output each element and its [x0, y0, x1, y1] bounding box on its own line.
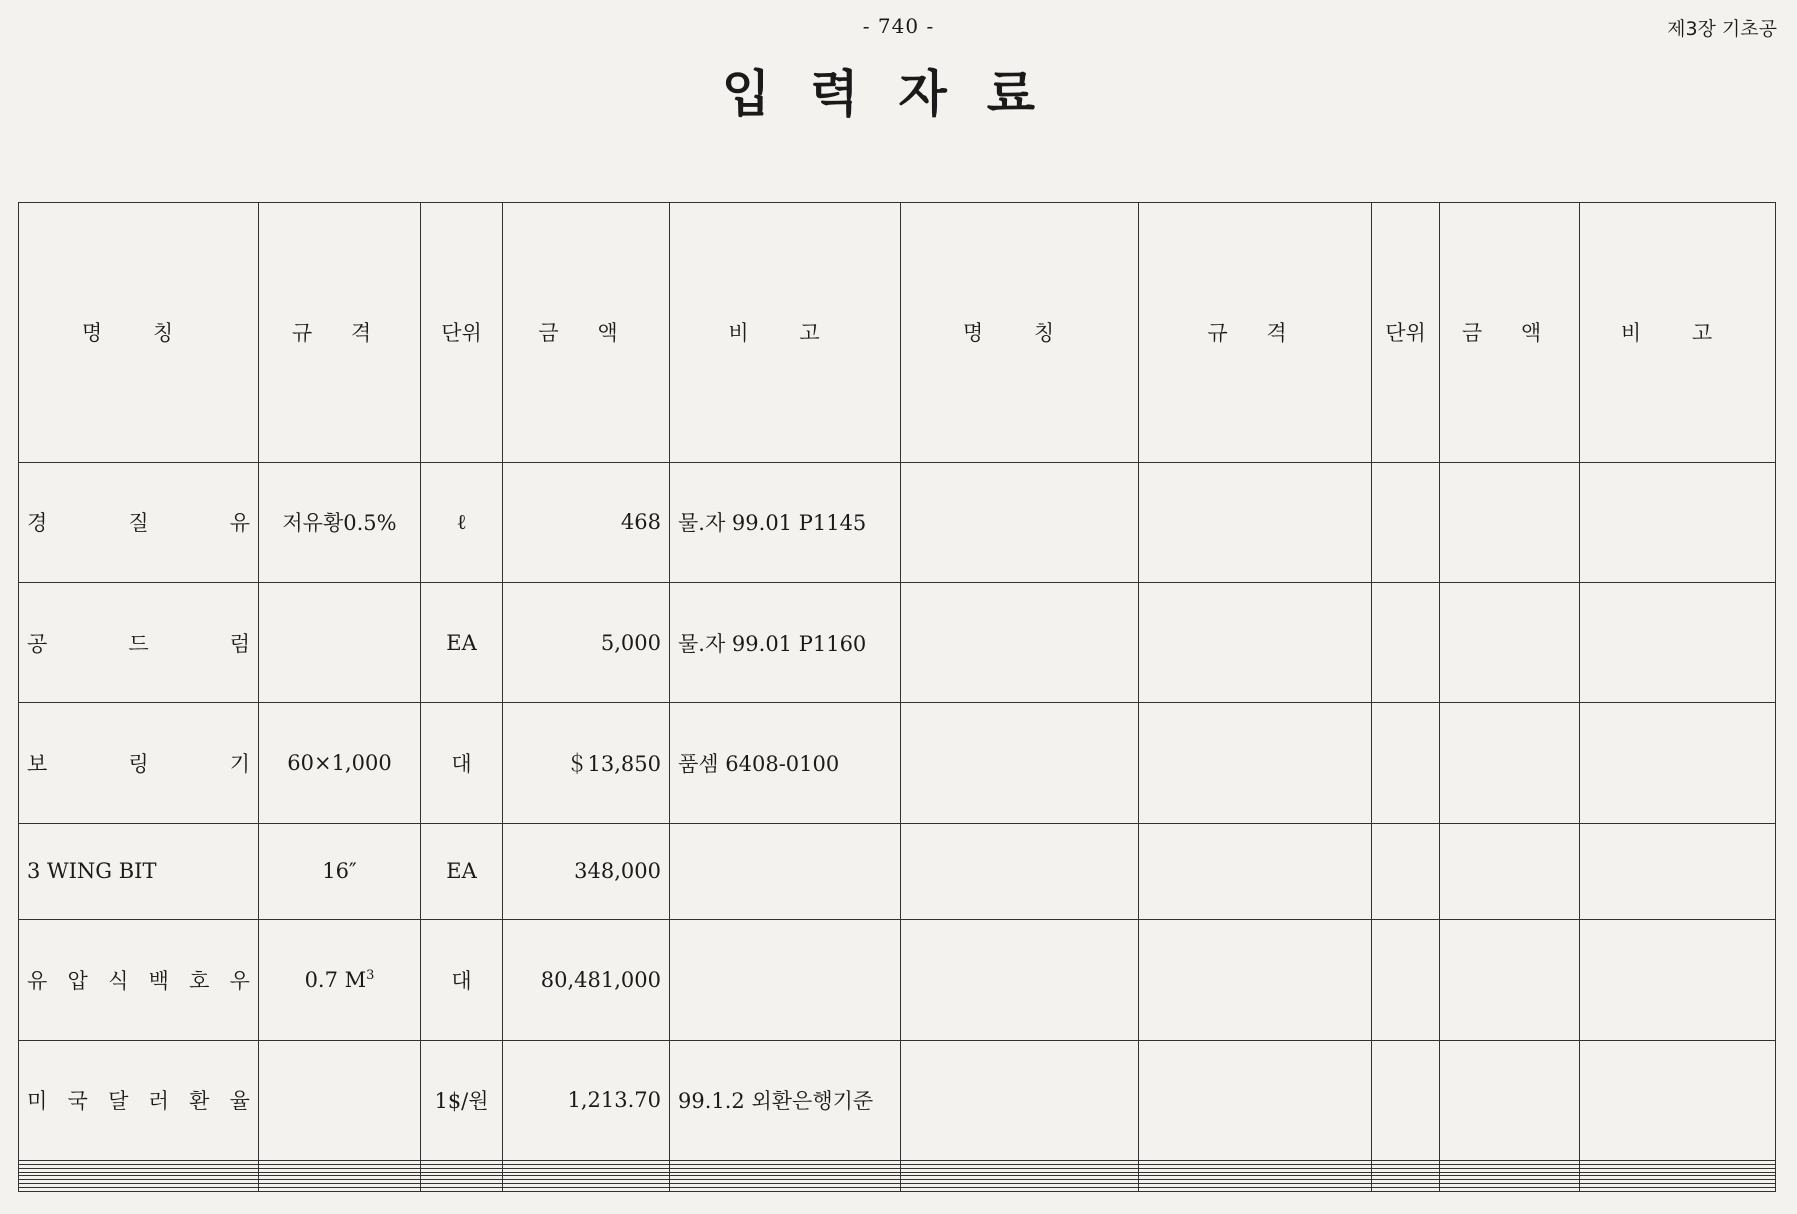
item-unit: ℓ [456, 509, 467, 534]
cell-empty [1372, 583, 1440, 703]
cell-name [19, 920, 259, 1040]
cell-empty [901, 1040, 1139, 1160]
cell-amount [503, 583, 670, 703]
cell-amount [503, 703, 670, 823]
item-name [27, 748, 250, 778]
cell-unit [421, 823, 503, 920]
item-amount: 1,213.70 [567, 1088, 661, 1113]
cell-unit [421, 703, 503, 823]
item-note: 99.1.2 외환은행기준 [678, 1089, 874, 1114]
cell-empty [901, 823, 1139, 920]
cell-amount [503, 1040, 670, 1160]
item-name-char: 드 [128, 631, 149, 656]
cell-empty [1139, 1188, 1372, 1192]
table-row [19, 823, 1776, 920]
cell-empty [1580, 823, 1776, 920]
cell-empty [1440, 462, 1580, 582]
header-note-2: 비 고 [1580, 203, 1776, 463]
table-row [19, 1188, 1776, 1192]
cell-empty [901, 920, 1139, 1040]
cell-empty [901, 703, 1139, 823]
cell-empty [1139, 583, 1372, 703]
cell-name [19, 823, 259, 920]
table-row [19, 583, 1776, 703]
item-name-char: 럼 [229, 631, 250, 656]
cell-empty [1372, 462, 1440, 582]
cell-empty [901, 462, 1139, 582]
cell-empty [1139, 920, 1372, 1040]
cell-spec [259, 462, 421, 582]
item-name-char: 공 [27, 631, 48, 656]
item-amount: 80,481,000 [540, 968, 661, 993]
cell-spec [259, 823, 421, 920]
header-spec: 규 격 [259, 203, 421, 463]
cell-spec [259, 1040, 421, 1160]
cell-empty [1580, 1040, 1776, 1160]
item-name-char: 율 [229, 1089, 250, 1114]
cell-empty [1139, 703, 1372, 823]
cell-name [19, 703, 259, 823]
item-name [27, 628, 250, 658]
item-name-char: 질 [128, 511, 149, 536]
item-amount: 348,000 [574, 859, 661, 884]
cell-amount [503, 1188, 670, 1192]
cell-empty [1139, 462, 1372, 582]
item-name-char: 기 [229, 751, 250, 776]
item-name [27, 1085, 250, 1115]
item-name-char: 호 [189, 969, 210, 994]
cell-note [670, 1188, 901, 1192]
cell-unit [421, 583, 503, 703]
table-row [19, 920, 1776, 1040]
cell-name [19, 1188, 259, 1192]
item-name-char: 국 [67, 1089, 88, 1114]
item-name [27, 507, 250, 537]
cell-empty [1580, 583, 1776, 703]
item-name-char: 보 [27, 751, 48, 776]
item-name-char: 경 [27, 511, 48, 536]
cell-unit [421, 1040, 503, 1160]
page-title: 입력자료 [721, 65, 1076, 123]
cell-empty [901, 583, 1139, 703]
cell-unit [421, 462, 503, 582]
item-amount: 5,000 [600, 630, 661, 655]
item-amount: 468 [620, 510, 661, 535]
cell-empty [1440, 1040, 1580, 1160]
cell-empty [1580, 1188, 1776, 1192]
cell-spec [259, 1188, 421, 1192]
cell-empty [1440, 1188, 1580, 1192]
cell-note [670, 920, 901, 1040]
header-unit: 단위 [421, 203, 503, 463]
table-row [19, 703, 1776, 823]
item-name-char: 우 [229, 969, 250, 994]
item-name-char: 미 [27, 1089, 48, 1114]
cell-name [19, 1040, 259, 1160]
cell-empty [1440, 703, 1580, 823]
item-name: 3 WING BIT [27, 859, 157, 884]
cell-unit [421, 1188, 503, 1192]
cell-amount [503, 823, 670, 920]
cell-empty [1139, 1040, 1372, 1160]
item-spec: 0.7 M [304, 968, 367, 993]
item-note: 품셈 6408-0100 [678, 751, 840, 776]
item-name-char: 유 [229, 511, 250, 536]
cell-empty [1372, 1188, 1440, 1192]
item-spec: 저유황0.5% [282, 511, 397, 536]
cell-amount [503, 462, 670, 582]
item-note: 물.자 99.01 P1145 [678, 511, 867, 536]
cell-empty [1440, 823, 1580, 920]
item-name-char: 압 [67, 969, 88, 994]
cell-note [670, 703, 901, 823]
cell-spec [259, 703, 421, 823]
item-name-char: 링 [128, 751, 149, 776]
cell-name [19, 583, 259, 703]
cell-empty [1372, 823, 1440, 920]
cell-empty [1372, 920, 1440, 1040]
header-amount: 금 액 [503, 203, 670, 463]
item-unit: 대 [451, 751, 472, 776]
cell-spec [259, 583, 421, 703]
cell-empty [901, 1188, 1139, 1192]
item-name-char: 러 [148, 1089, 169, 1114]
table-header-row [19, 203, 1776, 463]
item-unit: 대 [451, 969, 472, 994]
cell-empty [1580, 920, 1776, 1040]
item-unit: EA [446, 859, 477, 884]
header-amount-2: 금 액 [1440, 203, 1580, 463]
cell-name [19, 462, 259, 582]
header-name-2: 명 칭 [901, 203, 1139, 463]
item-name-char: 식 [108, 969, 129, 994]
table-row [19, 1040, 1776, 1160]
item-name-char: 백 [148, 969, 169, 994]
cell-empty [1580, 462, 1776, 582]
header-spec-2: 규 격 [1139, 203, 1372, 463]
cell-empty [1372, 1040, 1440, 1160]
header-name: 명 칭 [19, 203, 259, 463]
item-spec: 16″ [322, 859, 357, 884]
page-number: - 740 - [862, 14, 935, 38]
item-spec-superscript: 3 [366, 968, 375, 984]
cell-note [670, 823, 901, 920]
header-unit-2: 단위 [1372, 203, 1440, 463]
input-data-table [18, 202, 1776, 1192]
chapter-label: 제3장 기초공 [1667, 18, 1777, 40]
cell-note [670, 583, 901, 703]
cell-empty [1580, 703, 1776, 823]
item-name-char: 달 [108, 1089, 129, 1114]
cell-empty [1440, 583, 1580, 703]
cell-amount [503, 920, 670, 1040]
header-note: 비 고 [670, 203, 901, 463]
cell-empty [1372, 703, 1440, 823]
item-amount: ＄13,850 [566, 751, 661, 776]
cell-note [670, 1040, 901, 1160]
table-row [19, 462, 1776, 582]
item-spec: 60×1,000 [287, 750, 392, 775]
cell-note [670, 462, 901, 582]
item-unit: EA [446, 630, 477, 655]
item-name [27, 965, 250, 995]
item-name-char: 환 [189, 1089, 210, 1114]
item-name-char: 유 [27, 969, 48, 994]
cell-unit [421, 920, 503, 1040]
item-note: 물.자 99.01 P1160 [678, 631, 867, 656]
cell-empty [1139, 823, 1372, 920]
cell-spec [259, 920, 421, 1040]
item-unit: 1$/원 [434, 1089, 489, 1114]
cell-empty [1440, 920, 1580, 1040]
